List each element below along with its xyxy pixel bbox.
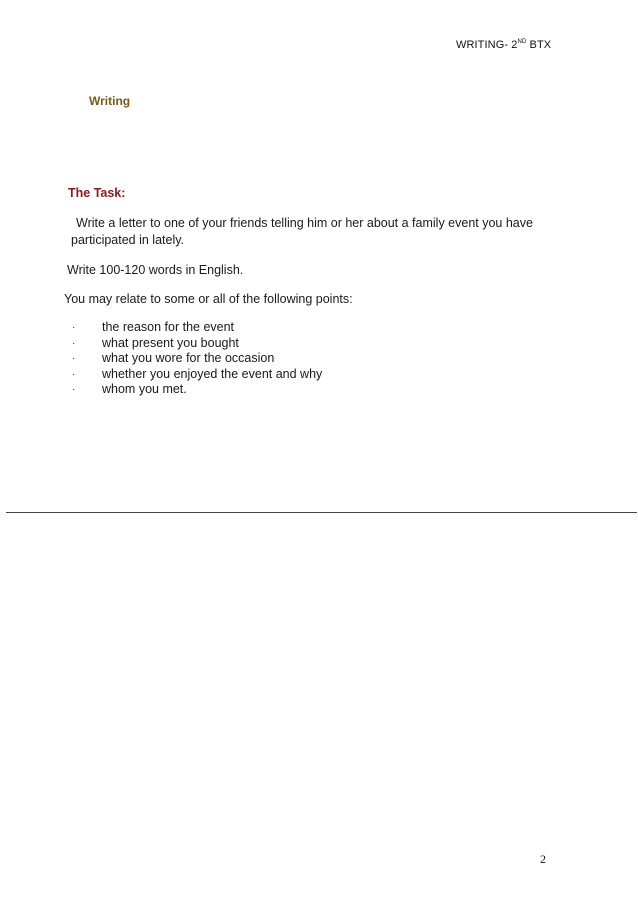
task-instruction-line-1: Write a letter to one of your friends telling him or her about a family event you have	[76, 216, 533, 230]
horizontal-divider	[6, 512, 637, 513]
header-suffix: BTX	[526, 39, 552, 51]
list-item	[64, 367, 322, 383]
point-text: whom you met.	[102, 382, 187, 396]
point-text: whether you enjoyed the event and why	[102, 366, 323, 381]
bullet-icon: ·	[72, 353, 76, 364]
point-text: the reason for the event	[102, 320, 235, 334]
bullet-icon: ·	[72, 337, 76, 349]
page-number: 2	[540, 852, 546, 866]
task-heading: The Task:	[68, 186, 126, 200]
header-prefix: WRITING- 2	[456, 39, 518, 51]
bullet-icon: ·	[72, 322, 76, 333]
task-instruction	[71, 215, 571, 249]
points-list	[64, 320, 322, 398]
list-item	[64, 336, 322, 352]
word-count-instruction: Write 100-120 words in English.	[67, 263, 244, 277]
point-text: what present you bought	[102, 335, 239, 350]
bullet-icon: ·	[72, 384, 76, 395]
bullet-icon: ·	[72, 368, 76, 380]
list-item	[64, 351, 322, 367]
section-heading: Writing	[89, 94, 131, 108]
point-text: what you wore for the occasion	[102, 351, 275, 365]
list-item	[64, 382, 322, 398]
task-instruction-line-2: participated in lately.	[71, 233, 185, 247]
list-item	[64, 320, 322, 336]
header-superscript: ND	[517, 39, 527, 45]
page-header	[456, 39, 551, 51]
points-intro: You may relate to some or all of the following points:	[64, 292, 353, 306]
